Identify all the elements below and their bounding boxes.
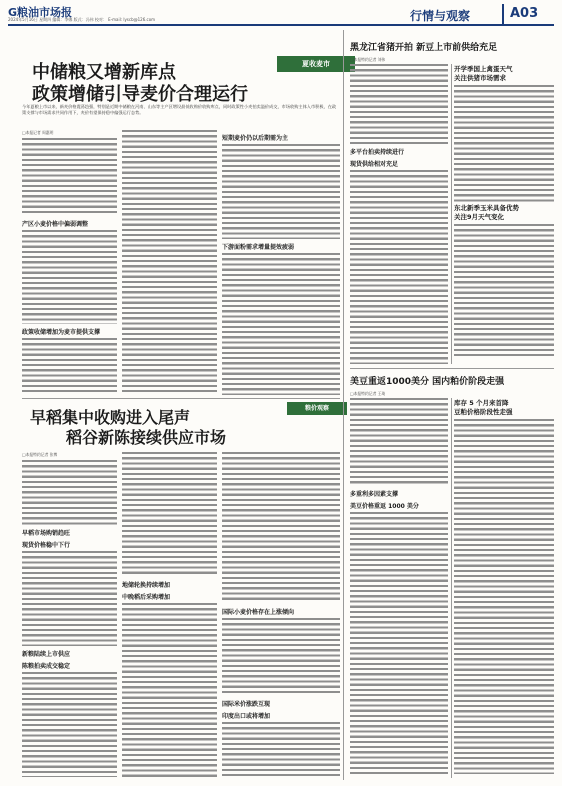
byline: □本报特约记者 王琦	[350, 391, 386, 396]
body-text	[454, 85, 554, 203]
byline: □本报特约记者 刘伟	[350, 57, 386, 62]
section-divider	[350, 368, 554, 369]
body-text	[350, 170, 448, 364]
body-text	[454, 419, 554, 774]
right-article-2-col-a	[350, 398, 448, 778]
boxed-heading: 开学季国上禽蛋天气	[454, 65, 513, 73]
subheading: 印度出口或将增加	[222, 713, 271, 720]
body-text	[22, 672, 117, 777]
article-column-2	[122, 130, 217, 395]
subheading: 政策收储增加为麦市提供支撑	[22, 329, 101, 336]
masthead-info: 2024年5月16日 星期四 编辑：李娜 版式：冯伟 校对： E-mail: lyscb@126.com	[8, 17, 156, 22]
boxed-heading: 豆粕价格阶段性走强	[454, 408, 513, 416]
article-international	[222, 604, 340, 779]
subheading: 早稻市场购销趋旺	[22, 530, 71, 537]
subheading: 美豆价格重返 1000 美分	[350, 503, 419, 510]
subheading: 国际米价涨跌互现	[222, 701, 271, 708]
byline: □本报记者 周惠明	[22, 130, 54, 135]
body-text	[122, 603, 217, 777]
right-headline-2: 美豆重返1000美分 国内粕价阶段走强	[350, 377, 505, 387]
lead-deck: 今年夏粮上市以来，新麦价格震荡趋强，特别是近期中储粮在河南、山东等主产区增设最低收购价收购库点，同时政策性小麦拍卖溢价成交，市场收购主体入市积极，在政策支撑与市场需求共同作用下，麦价有望保持稳中偏强运行态势。	[22, 104, 337, 115]
lead-headline	[32, 62, 312, 106]
body-text	[22, 551, 117, 646]
body-text	[22, 138, 117, 216]
body-text	[22, 338, 117, 395]
subheading: 下游面粉需求增量提效疲弱	[222, 244, 295, 251]
body-text	[350, 512, 448, 774]
subheading: 中晚稻后采购增加	[122, 594, 171, 601]
subheading: 产区小麦价格中偏弱调整	[22, 221, 89, 228]
body-text	[222, 144, 340, 239]
subheading: 多平台拍卖持续进行	[350, 149, 405, 156]
subheading: 短期麦价仍以后期需为主	[222, 135, 289, 142]
section-tag: 粮价观察	[287, 402, 347, 415]
body-text	[122, 452, 217, 577]
subheading: 地储轮换持续增加	[122, 582, 171, 589]
masthead	[8, 4, 554, 26]
body-text	[350, 398, 448, 486]
right-article-2-col-b	[454, 398, 554, 778]
right-headline-1: 黑龙江省猪开拍 新豆上市前供给充足	[350, 43, 498, 53]
right-article-1-col-a	[350, 64, 448, 364]
section-badge: 夏收麦市	[277, 56, 355, 72]
body-text	[454, 224, 554, 359]
body-text	[22, 230, 117, 324]
article-column-4	[22, 452, 117, 777]
section2-headline-line-1: 早稻集中收购进入尾声	[30, 408, 191, 427]
section2-headline-line-2: 稻谷新陈接续供应市场	[66, 428, 227, 447]
body-text	[222, 253, 340, 395]
section2-headline	[30, 408, 310, 448]
boxed-heading: 库存 5 个月来首降	[454, 399, 509, 407]
article-column-1	[22, 130, 117, 395]
body-text	[22, 460, 117, 525]
subheading: 新粮陆续上市供应	[22, 651, 71, 658]
body-text	[222, 452, 340, 602]
body-text	[222, 722, 340, 779]
subheading: 陈粮拍卖成交稳定	[22, 663, 71, 670]
body-text	[122, 130, 217, 392]
subheading: 多重利多因素支撑	[350, 491, 399, 498]
lead-headline-line-1: 中储粮又增新库点	[32, 62, 176, 83]
subheading: 国际小麦价格存在上涨倾向	[222, 609, 295, 616]
byline: □本报特约记者 张博	[22, 452, 58, 457]
section-divider	[22, 398, 340, 399]
right-article-1-col-b	[454, 64, 554, 364]
lead-headline-line-2: 政策增储引导麦价合理运行	[32, 84, 248, 105]
subheading: 现货供给相对充足	[350, 161, 399, 168]
body-text	[350, 64, 448, 144]
column-divider	[451, 64, 452, 364]
body-text	[222, 618, 340, 696]
subheading: 现货价格稳中下行	[22, 542, 71, 549]
article-column-3	[222, 130, 340, 395]
column-divider	[343, 30, 344, 780]
newspaper-logo: G粮油市场报	[8, 6, 73, 19]
boxed-heading: 东北新季玉米具备优势	[454, 204, 519, 212]
article-column-5	[122, 452, 217, 777]
boxed-heading: 关注供猪市场需求	[454, 74, 506, 82]
boxed-heading: 关注9月天气变化	[454, 213, 505, 221]
column-divider	[451, 398, 452, 778]
page-number: A03	[502, 4, 554, 24]
section-title: 行情与观察	[410, 9, 471, 23]
